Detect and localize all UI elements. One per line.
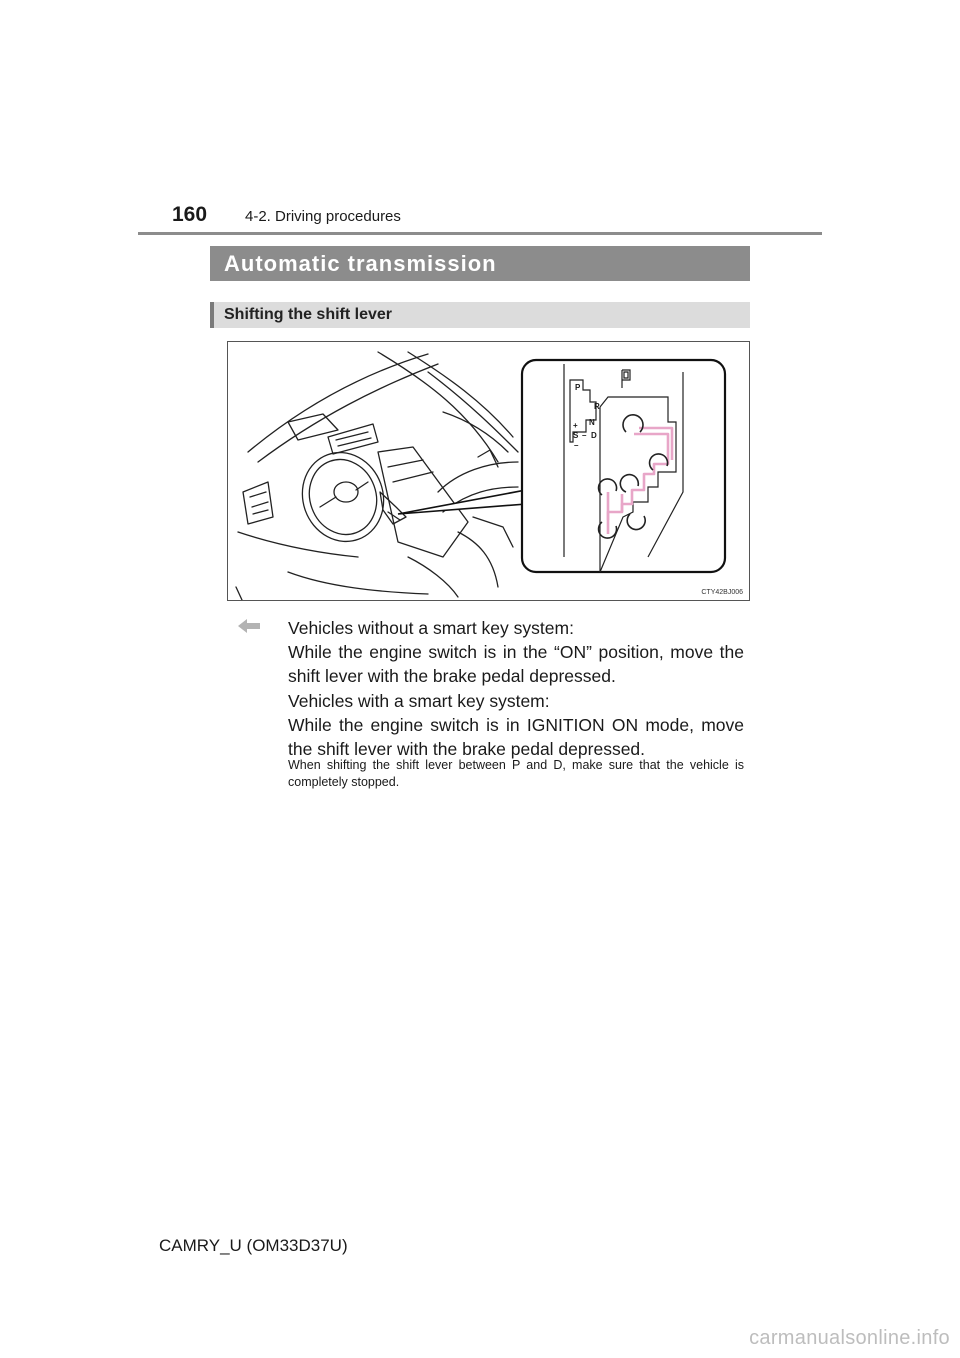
- cabin-drawing: [228, 342, 750, 601]
- gate-label-s: S: [573, 431, 579, 440]
- without-smart-key-heading: Vehicles without a smart key system:: [288, 618, 574, 638]
- page-title: Automatic transmission: [210, 246, 750, 281]
- gate-label-d: D: [591, 431, 597, 440]
- step-arrow-icon: [238, 619, 260, 633]
- gate-label-p: P: [575, 383, 581, 392]
- shift-note: When shifting the shift lever between P and D, make sure that the vehicle is completely stopped.: [288, 758, 744, 789]
- header-divider: [138, 232, 822, 235]
- with-smart-key-text: While the engine switch is in IGNITION ON mode, move the shift lever with the brake pedal depressed.: [288, 715, 744, 759]
- gate-label-minus-lower: –: [574, 441, 579, 450]
- with-smart-key-heading: Vehicles with a smart key system:: [288, 691, 550, 711]
- section-reference: 4-2. Driving procedures: [245, 208, 401, 225]
- page-number: 160: [172, 203, 208, 226]
- gate-label-minus: –: [582, 431, 587, 440]
- watermark: carmanualsonline.info: [749, 1327, 950, 1349]
- document-footer: CAMRY_U (OM33D37U): [159, 1236, 348, 1255]
- without-smart-key-text: While the engine switch is in the “ON” position, move the shift lever with the brake pedal depressed.: [288, 642, 744, 686]
- subsection-heading: Shifting the shift lever: [210, 302, 750, 328]
- gate-label-plus: +: [573, 421, 578, 430]
- shift-lever-illustration: [227, 341, 750, 601]
- gate-label-n: N: [589, 418, 595, 427]
- gate-label-r: R: [594, 402, 600, 411]
- figure-code: CTY42BJ006: [701, 589, 743, 596]
